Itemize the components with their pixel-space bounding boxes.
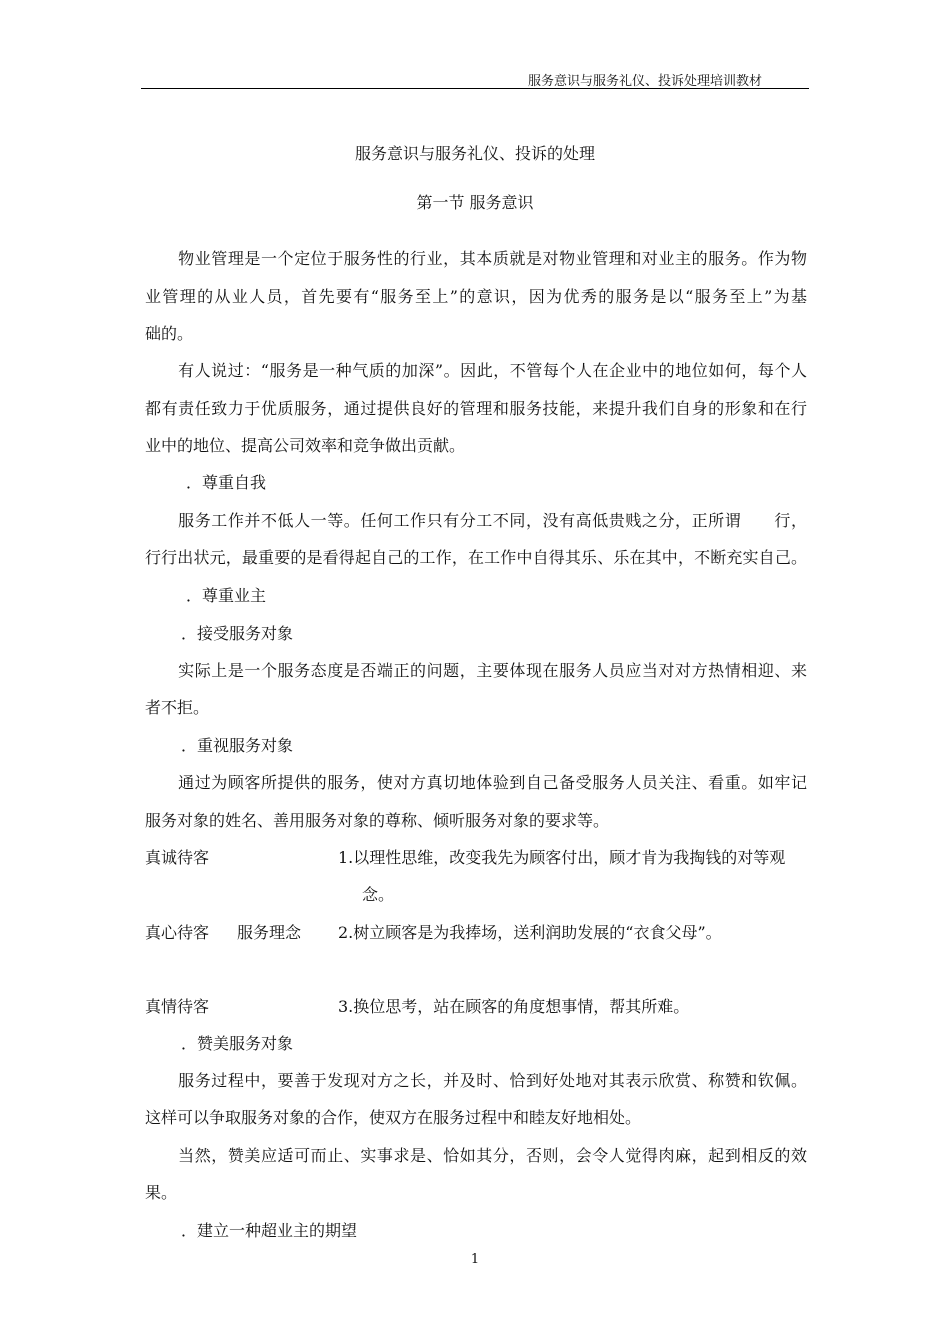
document-title: 服务意识与服务礼仪、投诉的处理 <box>354 144 595 163</box>
concept-item-2: 2.树立顾客是为我捧场，送利润助发展的“衣食父母”。 <box>338 923 722 942</box>
concept-left-3: 真情待客 <box>145 997 210 1016</box>
subheading: ．赞美服务对象 <box>181 1034 294 1053</box>
paragraph-line: 通过为顾客所提供的服务，使对方真切地体验到自己备受服务人员关注、看重。如牢记 <box>145 773 807 792</box>
paragraph-line: 有人说过：“服务是一种气质的加深”。因此，不管每个人在企业中的地位如何，每个人 <box>145 361 807 380</box>
section-title: 第一节 服务意识 <box>416 193 534 212</box>
subheading: ．重视服务对象 <box>181 736 294 755</box>
paragraph-line: 服务对象的姓名、善用服务对象的尊称、倾听服务对象的要求等。 <box>145 811 610 830</box>
paragraph-line: 行行出状元，最重要的是看得起自己的工作，在工作中自得其乐、乐在其中，不断充实自己。 <box>145 548 807 567</box>
paragraph-line: 物业管理是一个定位于服务性的行业，其本质就是对物业管理和对业主的服务。作为物 <box>145 249 807 268</box>
paragraph-line: 果。 <box>145 1183 178 1202</box>
subheading: ．建立一种超业主的期望 <box>181 1221 358 1240</box>
header-rule <box>141 88 809 89</box>
paragraph-line: 础的。 <box>145 324 194 343</box>
concept-item-1: 1.以理性思维，改变我先为顾客付出，顾才肯为我掏钱的对等观 <box>338 848 786 867</box>
paragraph-line: 都有责任致力于优质服务，通过提供良好的管理和服务技能，来提升我们自身的形象和在行 <box>145 399 807 418</box>
paragraph-line: 实际上是一个服务态度是否端正的问题，主要体现在服务人员应当对对方热情相迎、来 <box>145 661 807 680</box>
concept-middle-label: 服务理念 <box>237 923 302 942</box>
page-number: 1 <box>470 1252 480 1267</box>
concept-item-3: 3.换位思考，站在顾客的角度想事情，帮其所难。 <box>338 997 690 1016</box>
concept-left-2: 真心待客 <box>145 923 210 942</box>
subheading: ．尊重自我 <box>186 473 267 492</box>
paragraph-line: 当然，赞美应适可而止、实事求是、恰如其分，否则，会令人觉得肉麻，起到相反的效 <box>145 1146 807 1165</box>
subheading: ．接受服务对象 <box>181 624 294 643</box>
paragraph-line: 者不拒。 <box>145 698 210 717</box>
paragraph-line: 业中的地位、提高公司效率和竞争做出贡献。 <box>145 436 466 455</box>
paragraph-line: 业管理的从业人员，首先要有“服务至上”的意识，因为优秀的服务是以“服务至上”为基 <box>145 287 807 306</box>
concept-left-1: 真诚待客 <box>145 848 210 867</box>
subheading: ．尊重业主 <box>186 586 267 605</box>
paragraph-line: 这样可以争取服务对象的合作，使双方在服务过程中和睦友好地相处。 <box>145 1108 642 1127</box>
concept-item-1-cont: 念。 <box>362 885 395 904</box>
paragraph-line: 服务工作并不低人一等。任何工作只有分工不同，没有高低贵贱之分，正所谓 行， <box>145 511 807 530</box>
running-header: 服务意识与服务礼仪、投诉处理培训教材 <box>527 74 762 89</box>
paragraph-line: 服务过程中，要善于发现对方之长，并及时、恰到好处地对其表示欣赏、称赞和钦佩。 <box>145 1071 807 1090</box>
